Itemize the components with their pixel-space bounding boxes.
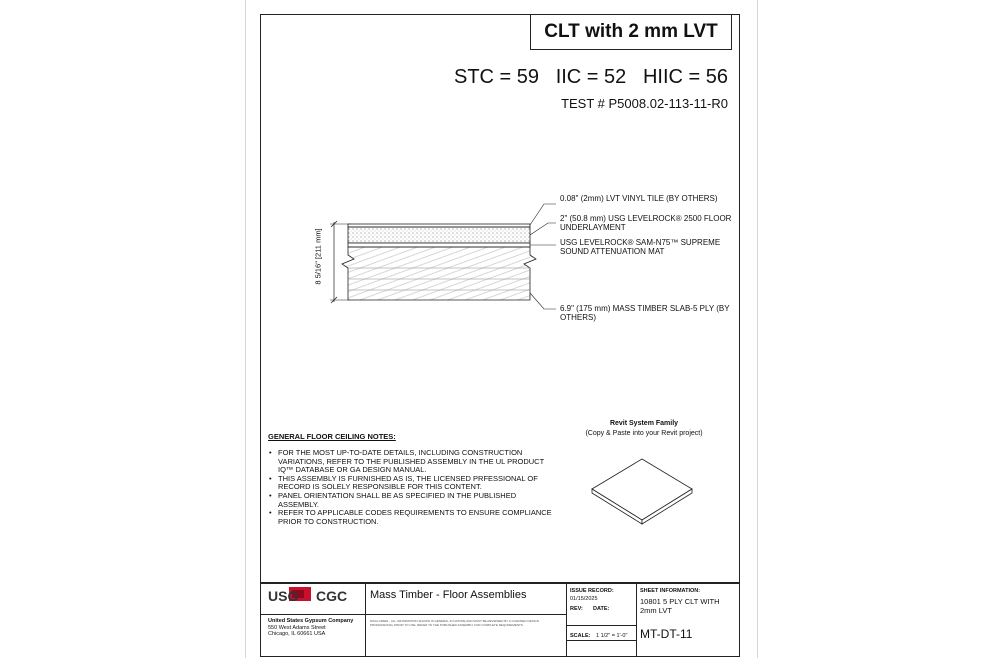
note-item: • FOR THE MOST UP-TO-DATE DETAILS, INCLUDING CONSTRUCTION VARIATIONS, REFER TO THE PUBLISHED ASSEMBLY IN THE UL PRODUCT IQ™ DATABASE OR GA DESIGN MANUAL.	[268, 449, 558, 475]
revit-family-icon	[592, 459, 692, 520]
note-item: • THIS ASSEMBLY IS FURNISHED AS IS, THE LICENSED PRFESSIONAL OF RECORD IS SOLELY RESPONSIBLE FOR THIS CONTENT.	[268, 475, 558, 492]
dimension-label: 8 5/16" [211 mm]	[313, 228, 323, 285]
lvt-layer	[348, 224, 530, 227]
clt-layer	[342, 247, 536, 300]
sound-mat-layer	[348, 243, 530, 247]
sheet-info-label: SHEET INFORMATION:	[640, 588, 701, 594]
test-number: TEST # P5008.02-113-11-R0	[561, 96, 728, 111]
revit-subtitle: (Copy & Paste into your Revit project)	[585, 430, 703, 437]
company-name: United States Gypsum Company	[268, 618, 354, 624]
note-item: • PANEL ORIENTATION SHALL BE AS SPECIFIED IN THE PUBLISHED ASSEMBLY.	[268, 492, 558, 509]
sheet-description: 10801 5 PLY CLT WITH 2mm LVT	[640, 597, 720, 615]
cgc-logo: CGC	[316, 588, 348, 604]
revit-title: Revit System Family	[609, 420, 679, 427]
sheet-number: MT-DT-11	[640, 627, 693, 641]
usg-logo: USG	[268, 588, 299, 604]
layer-label-clt: 6.9" (175 mm) MASS TIMBER SLAB-5 PLY (BY OTHERS)	[560, 304, 730, 322]
notes-title: GENERAL FLOOR CEILING NOTES:	[268, 432, 396, 441]
general-notes-list	[268, 449, 558, 526]
date-label: DATE:	[593, 606, 610, 612]
acoustic-ratings: STC = 59 IIC = 52 HIIC = 56	[453, 66, 728, 88]
layer-label-levelrock: 2" (50.8 mm) USG LEVELROCK® 2500 FLOOR UNDERLAYMENT	[560, 214, 732, 232]
project-title: Mass Timber - Floor Assemblies	[370, 589, 527, 601]
levelrock-layer	[348, 227, 530, 243]
issue-record-label: ISSUE RECORD:	[570, 588, 614, 594]
rev-label: REV:	[570, 606, 583, 612]
disclaimer: DISCLAIMER - ALL INFORMATION SHOWN IS GENERAL IN NATURE AND MUST BE REVIEWED BY A LICENSED DESIGN PROFESSIONAL PRIOR TO USE. REFER TO THE PUBLISHED ASSEMBLY FOR COMPLETE REQUIREMENTS.	[370, 619, 539, 627]
drawing-title: CLT with 2 mm LVT	[530, 14, 732, 50]
issue-date: 01/15/2025	[570, 596, 598, 602]
company-address-2: Chicago, IL 60661 USA	[268, 631, 326, 637]
scale-label: SCALE:	[570, 633, 591, 639]
note-item: • REFER TO APPLICABLE CODES REQUIREMENTS TO ENSURE COMPLIANCE PRIOR TO CONSTRUCTION.	[268, 509, 558, 526]
company-address-1: 550 West Adams Street	[268, 625, 326, 631]
layer-label-lvt: 0.08" (2mm) LVT VINYL TILE (BY OTHERS)	[560, 194, 718, 203]
layer-label-sound-mat: USG LEVELROCK® SAM-N75™ SUPREME SOUND ATTENUATION MAT	[560, 238, 721, 256]
scale-value: 1 1/2" = 1'-0"	[596, 633, 628, 639]
